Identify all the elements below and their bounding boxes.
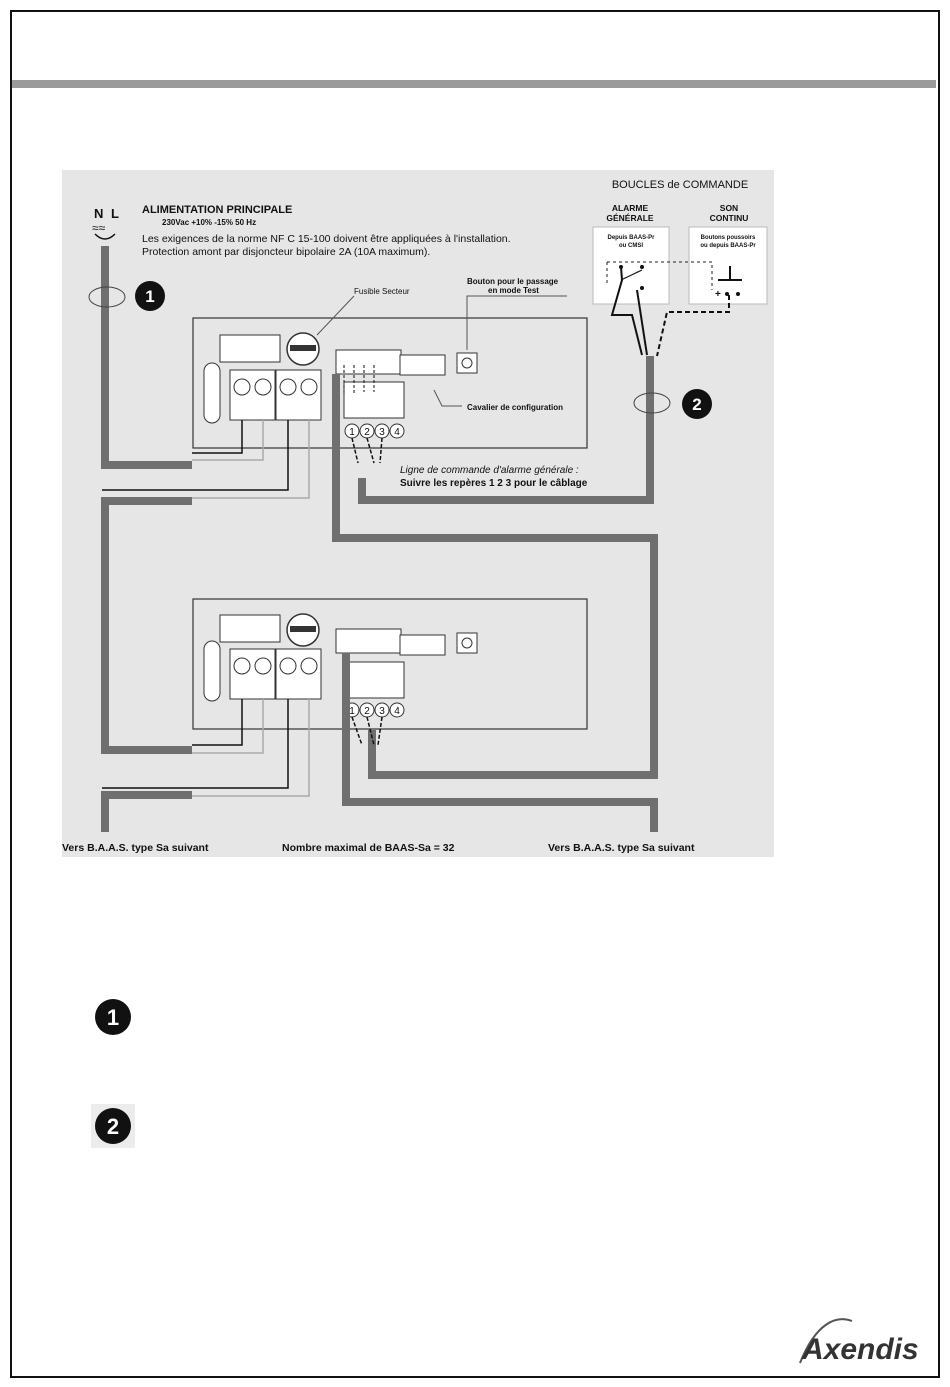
wiring-diagram [62,170,774,857]
header-rule [12,80,936,88]
config-jumper-callout: Cavalier de configuration [467,403,564,412]
svg-text:2: 2 [692,395,702,414]
axendis-logo [796,1313,926,1369]
legend-marker-2 [91,1104,135,1148]
unit-2-display [220,615,280,642]
neutral-label: N [94,206,104,221]
svg-text:1: 1 [106,1005,120,1030]
main-supply-note-1: Les exigences de la norme NF C 15-100 doivent être appliquées à l'installation. [142,233,511,245]
sound-box-line-1: Boutons poussoirs [700,235,756,241]
unit-1-test-button [457,353,477,373]
legend-marker-1 [93,997,133,1037]
marker-2 [682,389,712,419]
svg-text:4: 4 [394,427,400,438]
unit-1-terminal-block-l [230,370,275,420]
svg-text:2: 2 [106,1114,120,1139]
baas-unit-1 [193,318,587,448]
main-supply-title: ALIMENTATION PRINCIPALE [142,204,293,216]
footer-center: Nombre maximal de BAAS-Sa = 32 [282,842,455,854]
marker-1 [135,281,165,311]
baas-unit-2 [193,599,587,729]
unit-1-terminal-block-r [276,370,321,420]
command-line-callout-2: Suivre les repères 1 2 3 pour le câblage [400,478,588,489]
alarm-box-line-1: Depuis BAAS-Pr [607,235,655,241]
unit-2-terminal-block-l [230,649,275,699]
alarm-box-line-2: ou CMSI [619,243,643,249]
plus-sign: + [715,289,721,300]
test-button-callout-1: Bouton pour le passage [467,277,559,286]
unit-2-connector-top [336,629,401,653]
sound-box-line-2: ou depuis BAAS-Pr [700,243,756,249]
svg-text:2: 2 [364,706,370,717]
sound-title-2: CONTINU [709,213,749,223]
main-supply-note-2: Protection amont par disjoncteur bipolaire 2A (10A maximum). [142,246,431,258]
command-line-callout-1: Ligne de commande d'alarme générale : [400,465,579,476]
alarm-title-2: GÉNÉRALE [606,213,654,223]
unit-2-connector-bottom [344,662,404,698]
svg-text:4: 4 [394,706,400,717]
svg-text:3: 3 [379,706,385,717]
unit-2-terminal-block-r [276,649,321,699]
unit-1-cable-gland [204,363,220,423]
ac-symbol: ≈≈ [92,221,106,235]
sound-title-1: SON [719,203,739,213]
svg-text:1: 1 [349,706,355,717]
unit-2-cable-gland [204,641,220,701]
alarm-title-1: ALARME [611,203,649,213]
unit-1-connector-top [336,350,401,374]
svg-text:3: 3 [379,427,385,438]
unit-1-display [220,335,280,362]
unit-1-dip-switch [400,355,445,375]
brand-name: Axendis [802,1333,919,1366]
control-loops-title: BOUCLES de COMMANDE [611,179,749,191]
unit-2-test-button [457,633,477,653]
svg-text:2: 2 [364,427,370,438]
live-label: L [111,206,119,221]
footer-right: Vers B.A.A.S. type Sa suivant [548,842,695,854]
svg-text:1: 1 [145,287,155,306]
test-button-callout-2: en mode Test [488,286,539,295]
svg-text:1: 1 [349,427,355,438]
fuse-callout: Fusible Secteur [354,287,410,296]
unit-2-dip-switch [400,635,445,655]
main-supply-spec: 230Vac +10% -15% 50 Hz [162,218,257,227]
footer-left: Vers B.A.A.S. type Sa suivant [62,842,209,854]
